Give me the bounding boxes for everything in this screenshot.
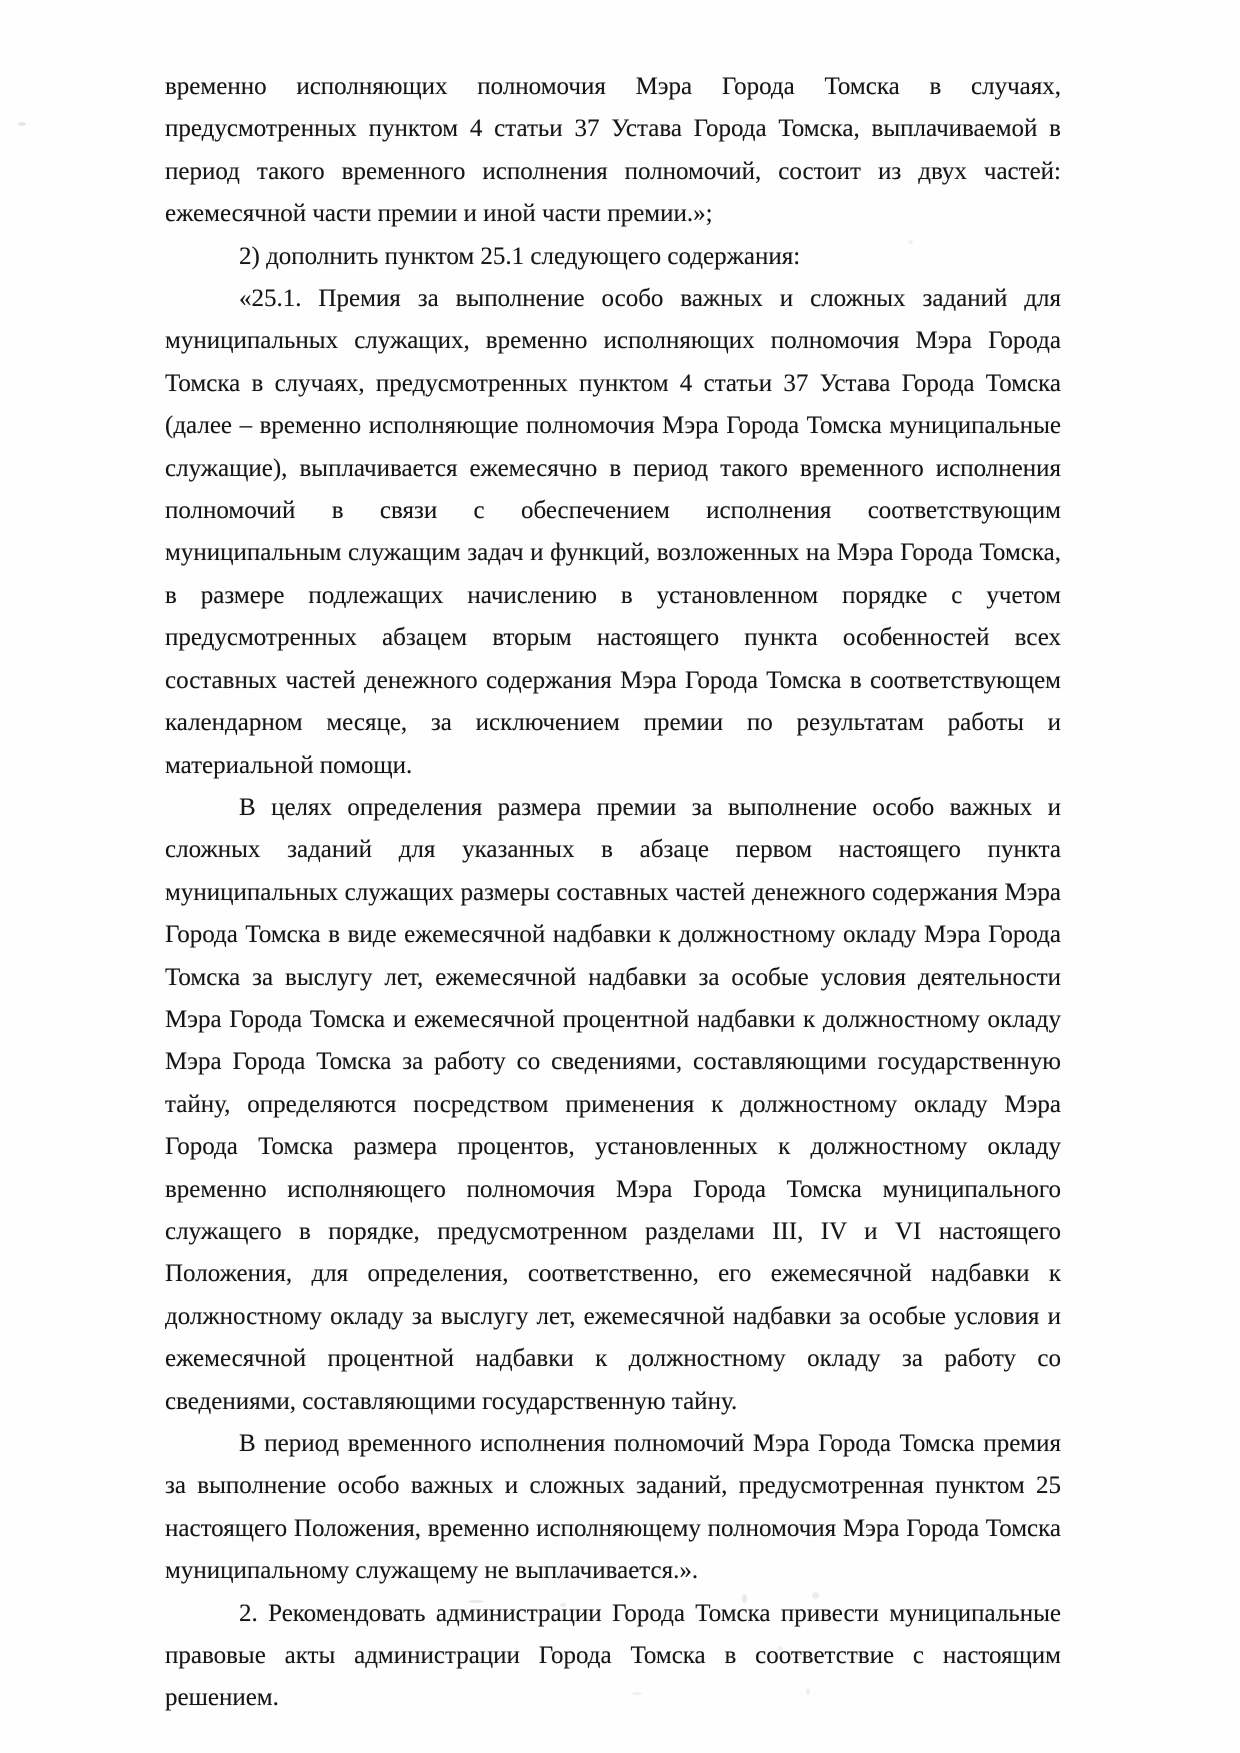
document-body <box>165 66 1061 1720</box>
paragraph-recommendation-item-2: 2. Рекомендовать администрации Города Томска привести муниципальные правовые акты администрации Города Томска в соответствие с настоящим решением. <box>165 1599 1061 1712</box>
paragraph-clause-25-1-third: В период временного исполнения полномочий Мэра Города Томска премия за выполнение особо важных и сложных заданий, предусмотренная пунктом 25 настоящего Положения, временно исполняющему полномочия Мэра Города Томска муниципальному служащему не выплачивается.». <box>165 1430 1061 1585</box>
paragraph-clause-25-1-first: «25.1. Премия за выполнение особо важных и сложных заданий для муниципальных служащих, временно исполняющих полномочия Мэра Города Томска в случаях, предусмотренных пунктом 4 статьи 37 Устава Города Томска (далее – временно исполняющие полномочия Мэра Города Томска муниципальные служащие), выплачивается ежемесячно в период такого временного исполнения полномочий в связи с обеспечением исполнения соответствующим муниципальным служащим задач и функций, возложенных на Мэра Города Томска, в размере подлежащих начислению в установленном порядке с учетом предусмотренных абзацем вторым настоящего пункта особенностей всех составных частей денежного содержания Мэра Города Томска в соответствующем календарном месяце, за исключением премии по результатам работы и материальной помощи. <box>165 285 1061 779</box>
paragraph-continuation-premium-parts: временно исполняющих полномочия Мэра Города Томска в случаях, предусмотренных пунктом 4 статьи 37 Устава Города Томска, выплачиваемой в период такого временного исполнения полномочий, состоит из двух частей: ежемесячной части премии и иной части премии.»; <box>165 73 1061 228</box>
scan-speck <box>18 122 26 126</box>
paragraph-amendment-item-2: 2) дополнить пунктом 25.1 следующего содержания: <box>239 242 801 270</box>
paragraph-clause-25-1-second: В целях определения размера премии за выполнение особо важных и сложных заданий для указанных в абзаце первом настоящего пункта муниципальных служащих размеры составных частей денежного содержания Мэра Города Томска в виде ежемесячной надбавки к должностному окладу Мэра Города Томска за выслугу лет, ежемесячной надбавки за особые условия деятельности Мэра Города Томска и ежемесячной процентной надбавки к должностному окладу Мэра Города Томска за работу со сведениями, составляющими государственную тайну, определяются посредством применения к должностному окладу Мэра Города Томска размера процентов, установленных к должностному окладу временно исполняющего полномочия Мэра Города Томска муниципального служащего в порядке, предусмотренном разделами III, IV и VI настоящего Положения, для определения, соответственно, его ежемесячной надбавки к должностному окладу за выслугу лет, ежемесячной надбавки за особые условия и ежемесячной процентной надбавки к должностному окладу за работу со сведениями, составляющими государственную тайну. <box>165 793 1061 1415</box>
